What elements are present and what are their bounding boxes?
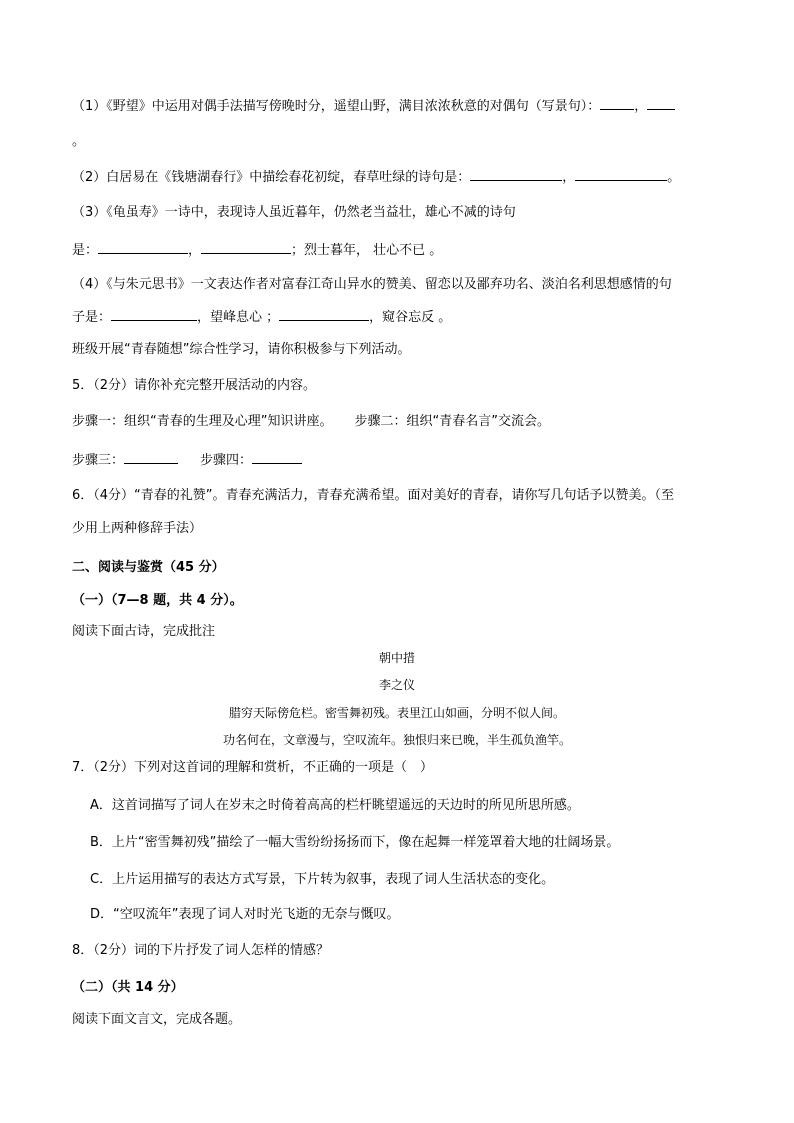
- q1-4-text: （4）《与朱元思书》一文表达作者对富春江奇山异水的赞美、留恋以及鄙弃功名、淡泊名利思想感情的句: [72, 277, 672, 292]
- blank[interactable]: [111, 308, 197, 321]
- q1-4-line-a: [72, 276, 672, 294]
- q5-steps-3-4: [72, 451, 302, 470]
- step4-blank[interactable]: [252, 451, 302, 464]
- instr-text: 阅读下面古诗，完成批注: [72, 624, 216, 639]
- sep: ，: [634, 99, 648, 114]
- q7-option-a[interactable]: [90, 797, 580, 815]
- sep: ，: [562, 170, 576, 185]
- blank[interactable]: [470, 168, 562, 181]
- part2-instr-text: 阅读下面文言文，完成各题。: [72, 1012, 242, 1027]
- q1-2-text: （2）白居易在《钱塘湖春行》中描绘春花初绽，春草吐绿的诗句是：: [72, 170, 471, 185]
- option-b-text: B．上片“密雪舞初残”描绘了一幅大雪纷纷扬扬而下，像在起舞一样笼罩着大地的壮阔场景。: [90, 835, 620, 850]
- option-c-text: C．上片运用描写的表达方式写景，下片转为叙事，表现了词人生活状态的变化。: [90, 872, 555, 887]
- section2-heading: [72, 559, 225, 577]
- q7-option-d[interactable]: [90, 906, 399, 924]
- part2-heading: [72, 979, 184, 997]
- blank[interactable]: [575, 168, 667, 181]
- part1-text: （一）（7—8 题，共 4 分）。: [72, 593, 243, 608]
- q8-text: 8．（2分）词的下片抒发了词人怎样的情感？: [72, 943, 330, 958]
- q6-line2: [72, 520, 202, 538]
- q1-1-text: （1）《野望》中运用对偶手法描写傍晚时分，遥望山野，满目浓浓秋意的对偶句（写景句）：: [72, 99, 601, 114]
- q1-1-end: [72, 133, 85, 151]
- step3: 步骤三：: [72, 453, 125, 468]
- period: 。: [72, 134, 86, 149]
- section2-part1: [72, 592, 243, 610]
- q5-title-text: 5．（2分）请你补充完整开展活动的内容。: [72, 378, 317, 393]
- label: 子是：: [72, 310, 112, 325]
- q1-3-line-b: [72, 241, 442, 260]
- step2: 步骤二：组织“青春名言”交流会。: [354, 414, 550, 429]
- q5-title: [72, 377, 316, 395]
- blank[interactable]: [201, 241, 291, 254]
- sep: ，: [188, 243, 202, 258]
- part2-instr: [72, 1011, 241, 1029]
- poem-line-1: 腊穷天际傍危栏。密雪舞初残。表里江山如画，分明不似人间。: [228, 706, 565, 720]
- q6-text-1: 6．（4分）“青春的礼赞”。青春充满活力，青春充满希望。面对美好的青春，请你写几句话予以赞美。（至: [72, 488, 675, 503]
- option-a-text: A．这首词描写了词人在岁末之时倚着高高的栏杆眺望遥远的天边时的所见所思所感。: [90, 798, 580, 813]
- period: 。: [667, 170, 681, 185]
- q7-title-text: 7．（2分）下列对这首词的理解和赏析，不正确的一项是（ ）: [72, 760, 434, 775]
- option-d-text: D．“空叹流年”表现了词人对时光飞逝的无奈与慨叹。: [90, 907, 400, 922]
- blank[interactable]: [279, 308, 369, 321]
- poem-title: 朝中措: [378, 651, 415, 665]
- blank[interactable]: [647, 97, 675, 110]
- section2-heading-text: 二、阅读与鉴赏（45 分）: [72, 560, 225, 575]
- q8-title: [72, 942, 329, 960]
- q1-3-end: ；烈士暮年， 壮心不已 。: [291, 243, 443, 258]
- step4: 步骤四：: [200, 453, 253, 468]
- q7-title: [72, 759, 433, 777]
- label: 是：: [72, 243, 99, 258]
- part2-heading-text: （二）（共 14 分）: [72, 980, 184, 995]
- q6-line1: [72, 487, 674, 505]
- q1-4-line-b: [72, 308, 451, 327]
- blank[interactable]: [600, 97, 634, 110]
- q1-4-mid: ，望峰息心 ；: [197, 310, 280, 325]
- poem-line-2: 功名何在，文章漫与，空叹流年。独恨归来已晚，半生孤负渔竿。: [222, 733, 571, 747]
- blank[interactable]: [98, 241, 188, 254]
- q6-text-2: 少用上两种修辞手法）: [72, 521, 203, 536]
- activity-intro-text: 班级开展“青春随想”综合性学习，请你积极参与下列活动。: [72, 342, 411, 357]
- activity-intro: [72, 341, 410, 359]
- q1-4-end: ，窥谷忘反 。: [369, 310, 452, 325]
- q7-option-b[interactable]: [90, 834, 619, 852]
- q1-1-line: [72, 97, 675, 116]
- q1-3-line-a: [72, 204, 516, 222]
- step1: 步骤一：组织“青春的生理及心理”知识讲座。: [72, 414, 333, 429]
- q1-2-line: [72, 168, 680, 187]
- q7-option-c[interactable]: [90, 871, 554, 889]
- poem-author: 李之仪: [378, 678, 415, 692]
- q1-3-text: （3）《龟虽寿》一诗中，表现诗人虽近暮年，仍然老当益壮，雄心不减的诗句: [72, 205, 516, 220]
- q5-steps-1-2: [72, 413, 550, 431]
- section2-instr: [72, 623, 215, 641]
- step3-blank[interactable]: [124, 451, 178, 464]
